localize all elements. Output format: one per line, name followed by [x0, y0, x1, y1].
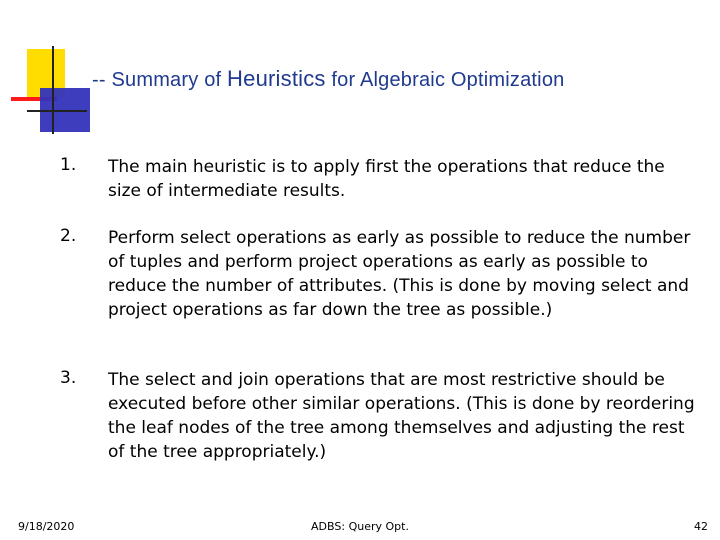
decorative-horizontal-line	[27, 110, 87, 112]
title-suffix: for Algebraic Optimization	[325, 69, 565, 91]
footer-title: ADBS: Query Opt.	[311, 520, 409, 533]
item-number: 1.	[60, 155, 77, 175]
item-text: The select and join operations that are most restrictive should be executed before other similar operations. (This is done by reordering the leaf nodes of the tree among themselves and adjusting the rest of the tree appropriately.)	[108, 370, 695, 462]
item-number: 2.	[60, 226, 77, 246]
footer-date: 9/18/2020	[18, 520, 75, 533]
page-number: 42	[694, 520, 708, 533]
item-text: Perform select operations as early as possible to reduce the number of tuples and perform project operations as early as possible to reduce the number of attributes. (This is done by moving select and project operations as far down the tree as possible.)	[108, 228, 691, 320]
decorative-vertical-line	[52, 46, 54, 134]
slide-title	[92, 66, 564, 92]
item-text: The main heuristic is to apply first the operations that reduce the size of intermediate results.	[108, 157, 665, 201]
item-number: 3.	[60, 368, 77, 388]
title-emphasis: Heuristics	[227, 66, 326, 91]
title-prefix: -- Summary of	[92, 69, 228, 91]
